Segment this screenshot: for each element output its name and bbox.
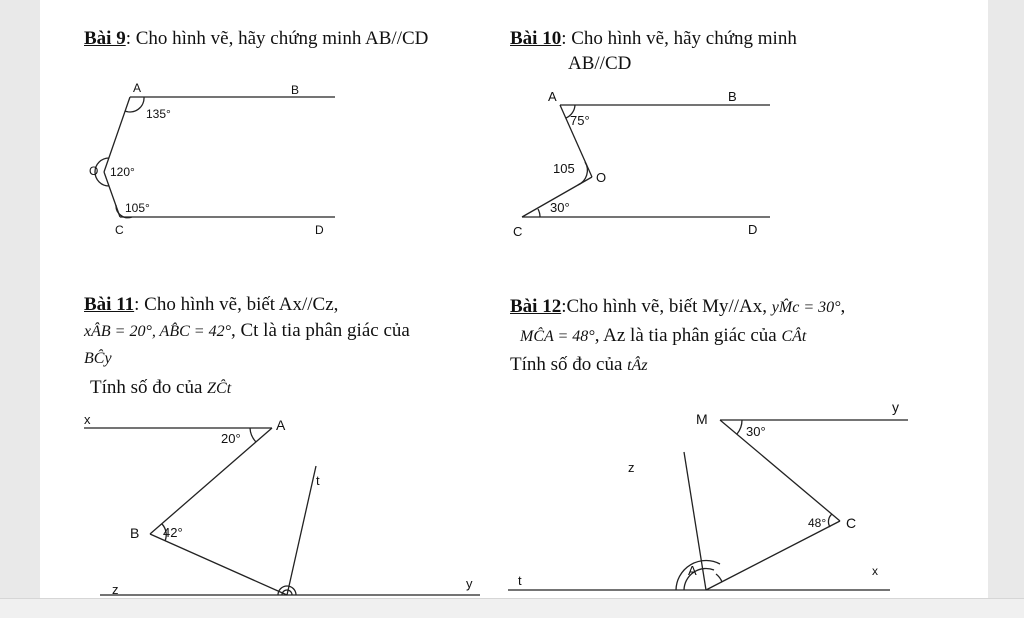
fig12-segment-ca <box>706 521 840 590</box>
fig9-label-d: D <box>315 223 324 237</box>
problem-11-question: Tính số đo của <box>90 377 208 398</box>
fig9-label-c: C <box>115 223 124 237</box>
fig11-label-t: t <box>316 473 320 488</box>
fig10-label-b: B <box>728 89 737 104</box>
fig9-label-a: A <box>133 81 142 95</box>
fig10-label-a: A <box>548 89 557 104</box>
problem-11-question-angle: ZĈt <box>207 380 232 397</box>
fig11-label-z: z <box>112 582 119 597</box>
figure-10 <box>513 89 770 239</box>
fig11-segment-bc <box>150 534 287 595</box>
fig12-label-c: C <box>846 515 857 531</box>
problem-11-line3: BĈy <box>84 350 112 367</box>
problem-11-text: : Cho hình vẽ, biết Ax//Cz, <box>134 294 339 315</box>
fig10-label-c: C <box>513 224 523 239</box>
fig10-angle-arc-c <box>538 209 540 217</box>
fig12-angle-c: 48° <box>808 516 827 530</box>
figure-9 <box>89 81 335 237</box>
problem-12-line2-text: , Az là tia phân giác của <box>594 325 782 346</box>
fig9-segment-ao <box>104 97 130 172</box>
fig12-angle-m: 30° <box>746 424 766 439</box>
fig11-label-y: y <box>466 576 473 591</box>
problem-12-question-angle: tÂz <box>627 357 648 374</box>
fig11-angle-a: 20° <box>221 431 241 446</box>
fig11-angle-b: 42° <box>163 525 183 540</box>
fig10-label-o: O <box>596 170 607 185</box>
problem-12-given-angle-1: yM̂c = 30° <box>771 299 841 316</box>
fig12-angle-arc-a-right <box>716 574 722 582</box>
problem-12-bisected-angle: CÂt <box>781 328 807 345</box>
fig9-label-b: B <box>291 83 300 97</box>
fig10-angle-a: 75° <box>570 113 590 128</box>
fig10-label-d: D <box>748 222 758 237</box>
problem-12-question: Tính số đo của <box>510 354 628 375</box>
figure-11 <box>84 412 480 597</box>
problem-9-title: Bài 9 <box>84 28 126 49</box>
fig12-label-x: x <box>872 564 878 578</box>
problem-11-line2-text: , Ct là tia phân giác của <box>230 320 410 341</box>
problem-11-title: Bài 11 <box>84 294 135 315</box>
fig11-label-x: x <box>84 412 91 427</box>
figure-12 <box>508 399 908 590</box>
fig12-label-m: M <box>696 411 708 427</box>
problem-12-text: :Cho hình vẽ, biết My//Ax, <box>561 296 772 317</box>
fig12-angle-arc-m <box>737 420 742 434</box>
fig12-label-y: y <box>892 399 899 415</box>
problem-12-comma: , <box>840 296 846 317</box>
problem-10-text-line2: AB//CD <box>568 53 632 74</box>
fig9-angle-a: 135° <box>146 107 171 121</box>
fig12-label-a: A <box>688 563 697 578</box>
fig9-angle-o: 120° <box>110 165 135 179</box>
fig11-segment-ab <box>150 428 272 534</box>
fig10-angle-o: 105 <box>553 161 575 176</box>
problem-10-text: : Cho hình vẽ, hãy chứng minh <box>561 28 797 49</box>
fig11-label-b: B <box>130 525 140 541</box>
fig11-angle-arc-a <box>250 428 256 442</box>
fig11-label-a: A <box>276 417 286 433</box>
fig10-angle-c: 30° <box>550 200 570 215</box>
fig11-ray-ct <box>287 466 316 595</box>
problem-11-given-angles: xÂB = 20°, AB̂C = 42° <box>84 323 231 340</box>
problem-10-title: Bài 10 <box>510 28 562 49</box>
fig10-angle-arc-o <box>578 162 587 185</box>
problem-12-given-angle-2: MĈA = 48° <box>520 328 595 345</box>
fig12-label-z: z <box>628 460 635 475</box>
problem-12-title: Bài 12 <box>510 296 562 317</box>
fig12-segment-mc <box>720 420 840 521</box>
fig9-angle-c: 105° <box>125 201 150 215</box>
problem-9-text: : Cho hình vẽ, hãy chứng minh AB//CD <box>125 28 429 49</box>
fig9-label-o: O <box>89 164 99 178</box>
fig12-label-t: t <box>518 573 522 588</box>
